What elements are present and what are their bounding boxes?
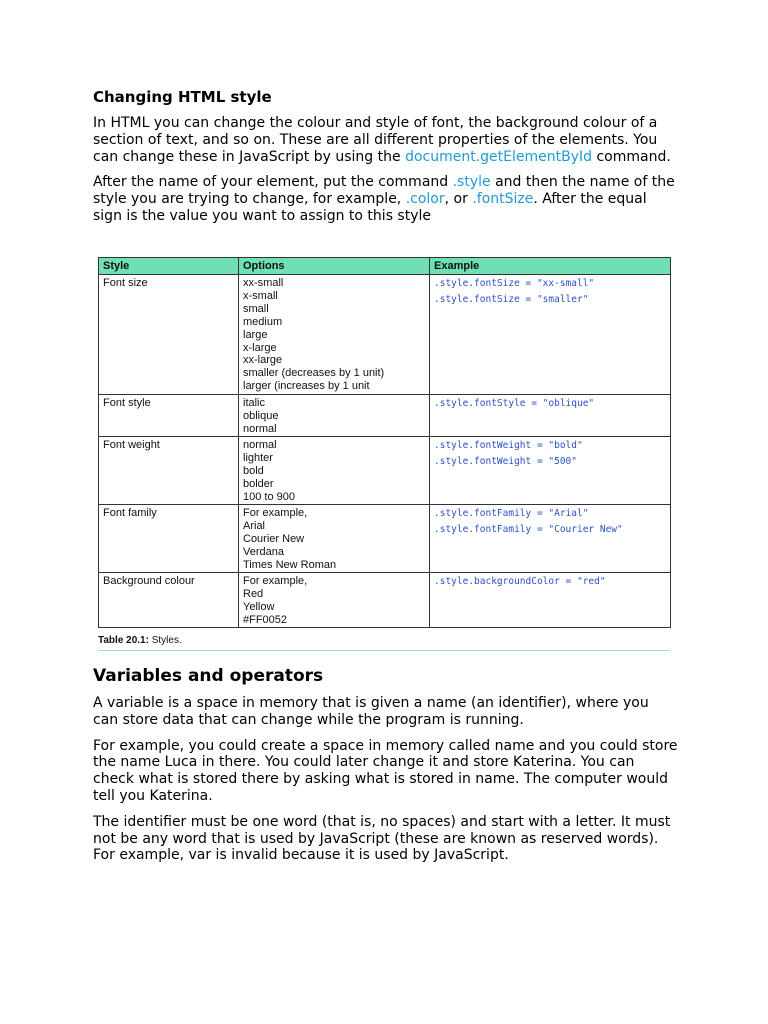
text: . After the equal sign is the value you want to assign to this style xyxy=(93,191,647,224)
paragraph-intro xyxy=(93,115,678,165)
option-item: Times New Roman xyxy=(243,558,337,571)
cell-style: Font family xyxy=(99,505,239,573)
code-example: .style.fontFamily = "Courier New" xyxy=(434,524,623,535)
keyword-style: .style xyxy=(452,174,491,191)
header-options: Options xyxy=(239,258,430,275)
paragraph: The identifier must be one word (that is, no spaces) and start with a letter. It must not be any word that is used by JavaScript (these are known as reserved words). For example, var is invalid because it is used by JavaScript. xyxy=(93,813,671,864)
code-example: .style.fontSize = "xx-small" xyxy=(434,278,595,289)
option-item: #FF0052 xyxy=(243,613,288,626)
option-item: bolder xyxy=(243,477,274,490)
text: After the name of your element, put the command xyxy=(93,174,453,191)
option-item: italic xyxy=(243,397,266,409)
cell-style: Font size xyxy=(99,275,239,395)
styles-table-figure xyxy=(98,257,670,628)
table-caption xyxy=(98,635,182,646)
paragraph-style-command xyxy=(93,174,678,224)
option-item: Red xyxy=(243,587,264,600)
table-row xyxy=(99,275,671,395)
keyword-fontsize: .fontSize xyxy=(472,191,534,208)
option-item: 100 to 900 xyxy=(243,490,295,503)
code-example: .style.fontWeight = "500" xyxy=(434,456,577,467)
keyword-getelementbyid: document.getElementById xyxy=(405,148,593,165)
paragraph: A variable is a space in memory that is given a name (an identifier), where you can store data that can change while the program is running. xyxy=(93,695,649,728)
section-heading: Changing HTML style xyxy=(93,88,272,106)
caption-text: Styles. xyxy=(148,635,182,646)
option-item: bold xyxy=(243,464,264,477)
option-item: oblique xyxy=(243,409,279,422)
header-style: Style xyxy=(99,258,239,275)
cell-options xyxy=(239,275,430,395)
cell-example xyxy=(430,573,671,628)
cell-style: Font style xyxy=(99,395,239,437)
cell-options xyxy=(239,437,430,505)
paragraph: For example, you could create a space in memory called name and you could store the name Luca in there. You could later change it and store Katerina. You can check what is stored there by asking what is stored in name. The computer would tell you Katerina. xyxy=(93,737,678,804)
option-item: x-small xyxy=(243,289,278,302)
section-variables xyxy=(93,665,678,864)
cell-example xyxy=(430,275,671,395)
option-item: x-large xyxy=(243,341,277,354)
option-item: small xyxy=(243,302,269,315)
table-row xyxy=(99,505,671,573)
cell-options xyxy=(239,395,430,437)
option-item: smaller (decreases by 1 unit) xyxy=(243,367,385,380)
option-item: Courier New xyxy=(243,532,305,545)
option-item: larger (increases by 1 unit xyxy=(243,380,370,393)
option-item: normal xyxy=(243,422,277,435)
option-item: lighter xyxy=(243,451,273,464)
table-header-row xyxy=(99,258,671,275)
option-item: large xyxy=(243,328,268,341)
styles-table xyxy=(98,257,671,628)
option-item: For example, xyxy=(243,507,308,519)
section-heading: Variables and operators xyxy=(93,666,324,686)
cell-style: Background colour xyxy=(99,573,239,628)
code-example: .style.backgroundColor = "red" xyxy=(434,576,606,587)
keyword-color: .color xyxy=(405,191,445,208)
section-changing-html-style xyxy=(93,87,678,225)
option-item: medium xyxy=(243,315,283,328)
option-item: Arial xyxy=(243,519,266,532)
option-item: For example, xyxy=(243,575,308,587)
text: , or xyxy=(444,191,473,208)
option-item: xx-large xyxy=(243,354,283,367)
code-example: .style.fontSize = "smaller" xyxy=(434,294,589,305)
divider xyxy=(98,650,670,651)
option-item: Yellow xyxy=(243,600,275,613)
code-example: .style.fontWeight = "bold" xyxy=(434,440,583,451)
cell-example xyxy=(430,505,671,573)
option-item: normal xyxy=(243,439,277,451)
code-example: .style.fontFamily = "Arial" xyxy=(434,508,589,519)
cell-example xyxy=(430,437,671,505)
caption-label: Table 20.1: xyxy=(98,635,149,646)
cell-options xyxy=(239,573,430,628)
text: command. xyxy=(592,148,671,165)
cell-example xyxy=(430,395,671,437)
table-row xyxy=(99,573,671,628)
table-row xyxy=(99,437,671,505)
text: In HTML you can change the colour and style of font, the background colour of a section of text, and so on. These are all different properties of the elements. You can change these in JavaScript by using the xyxy=(93,115,658,165)
cell-options xyxy=(239,505,430,573)
code-example: .style.fontStyle = "oblique" xyxy=(434,398,595,409)
cell-style: Font weight xyxy=(99,437,239,505)
text: and then the name of the style you are trying to change, for example, xyxy=(93,174,675,208)
option-item: Verdana xyxy=(243,545,284,558)
option-item: xx-small xyxy=(243,277,284,289)
table-row xyxy=(99,395,671,437)
header-example: Example xyxy=(430,258,671,275)
